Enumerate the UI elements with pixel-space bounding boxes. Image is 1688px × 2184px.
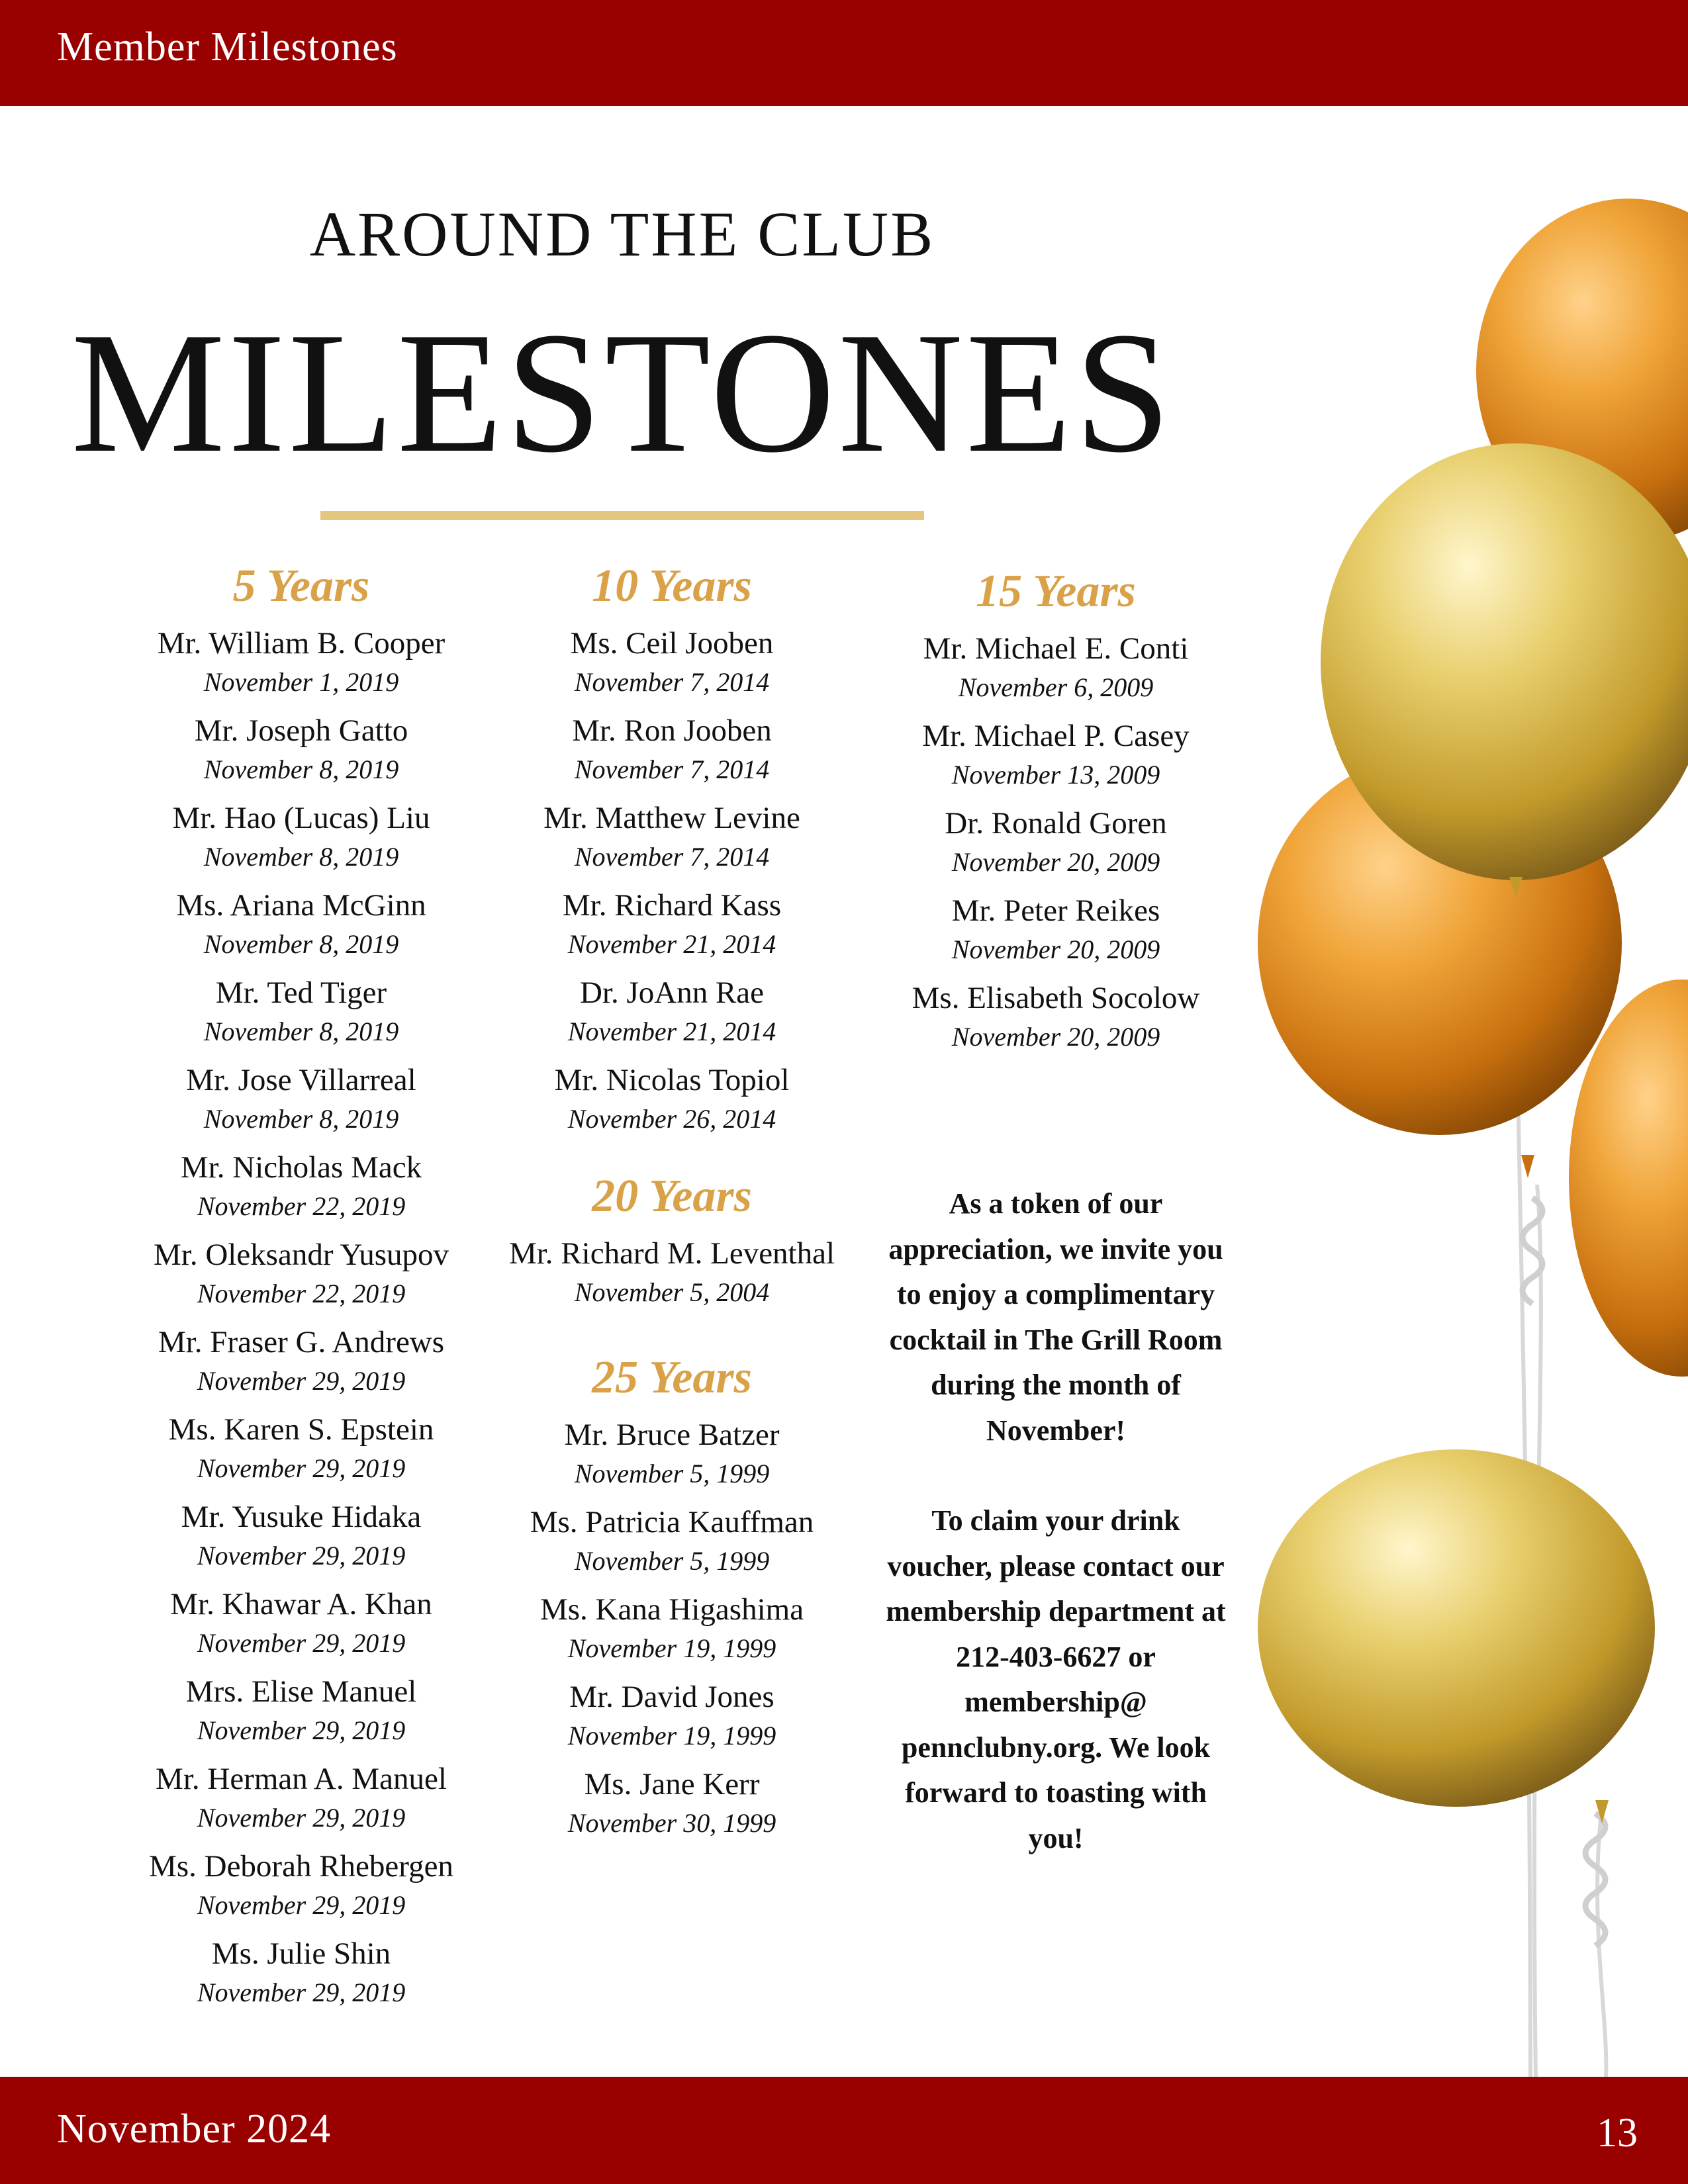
member-anniversary-date: November 20, 2009 — [951, 934, 1160, 964]
member-anniversary-date: November 29, 2019 — [197, 1541, 406, 1570]
member-name: Mr. Herman A. Manuel — [156, 1762, 447, 1796]
member-entry — [126, 1670, 477, 1749]
member-entry — [487, 1232, 857, 1310]
member-entry — [126, 1146, 477, 1224]
member-list-15-years — [880, 627, 1231, 1055]
member-entry — [487, 1059, 857, 1137]
group-spacer — [487, 1320, 857, 1347]
member-name: Ms. Ceil Jooben — [570, 626, 774, 660]
member-entry — [126, 1408, 477, 1486]
member-name: Ms. Ariana McGinn — [176, 888, 426, 923]
member-anniversary-date: November 6, 2009 — [958, 672, 1154, 702]
note-spacer — [880, 1453, 1231, 1498]
column-5-years — [126, 556, 477, 2020]
member-anniversary-date: November 20, 2009 — [951, 847, 1160, 877]
member-name: Mr. Hao (Lucas) Liu — [172, 801, 430, 835]
member-entry — [126, 1234, 477, 1312]
group-spacer — [487, 1146, 857, 1166]
member-anniversary-date: November 22, 2019 — [197, 1191, 406, 1221]
member-entry — [126, 1496, 477, 1574]
member-name: Mr. Ron Jooben — [572, 713, 772, 748]
member-entry — [880, 802, 1231, 880]
member-entry — [880, 715, 1231, 793]
member-name: Ms. Elisabeth Socolow — [912, 981, 1200, 1015]
member-entry — [126, 1933, 477, 2011]
member-anniversary-date: November 8, 2019 — [203, 1017, 399, 1046]
issue-date: November 2024 — [57, 2107, 332, 2152]
section-label: Member Milestones — [57, 24, 398, 69]
member-entry — [126, 1845, 477, 1923]
member-name: Dr. Ronald Goren — [945, 806, 1167, 841]
group-heading-5-years: 5 Years — [232, 561, 370, 612]
member-name: Mr. Jose Villarreal — [186, 1063, 416, 1097]
member-entry — [126, 1321, 477, 1399]
member-anniversary-date: November 13, 2009 — [951, 760, 1160, 790]
member-entry — [880, 889, 1231, 968]
member-entry — [126, 1059, 477, 1137]
member-entry — [487, 884, 857, 962]
member-name: Mr. Joseph Gatto — [194, 713, 408, 748]
group-heading-20-years: 20 Years — [592, 1171, 752, 1222]
member-entry — [126, 884, 477, 962]
member-anniversary-date: November 21, 2014 — [567, 929, 776, 959]
member-entry — [880, 977, 1231, 1055]
member-entry — [487, 972, 857, 1050]
member-entry — [126, 797, 477, 875]
member-anniversary-date: November 8, 2019 — [203, 929, 399, 959]
member-entry — [487, 1414, 857, 1492]
member-name: Mr. Yusuke Hidaka — [181, 1500, 422, 1534]
member-anniversary-date: November 20, 2009 — [951, 1022, 1160, 1052]
member-name: Ms. Karen S. Epstein — [168, 1412, 434, 1447]
appreciation-note — [880, 1181, 1231, 1861]
member-anniversary-date: November 29, 2019 — [197, 1803, 406, 1833]
member-anniversary-date: November 30, 1999 — [567, 1808, 776, 1838]
member-name: Mr. Richard Kass — [562, 888, 782, 923]
member-anniversary-date: November 8, 2019 — [203, 754, 399, 784]
member-anniversary-date: November 26, 2014 — [567, 1104, 776, 1134]
member-anniversary-date: November 29, 2019 — [197, 1628, 406, 1658]
member-anniversary-date: November 29, 2019 — [197, 1890, 406, 1920]
member-anniversary-date: November 5, 1999 — [574, 1459, 770, 1488]
member-anniversary-date: November 21, 2014 — [567, 1017, 776, 1046]
member-entry — [487, 1588, 857, 1666]
member-entry — [126, 972, 477, 1050]
member-anniversary-date: November 29, 2019 — [197, 1978, 406, 2007]
group-heading-15-years: 15 Years — [976, 566, 1136, 617]
member-anniversary-date: November 29, 2019 — [197, 1715, 406, 1745]
member-anniversary-date: November 8, 2019 — [203, 842, 399, 872]
member-name: Mr. Nicholas Mack — [180, 1150, 422, 1185]
member-entry — [487, 709, 857, 788]
member-anniversary-date: November 5, 2004 — [574, 1277, 770, 1307]
gold-balloons-icon — [1258, 199, 1688, 2078]
member-name: Ms. Julie Shin — [211, 1936, 391, 1971]
member-entry — [880, 627, 1231, 705]
group-heading-10-years: 10 Years — [592, 561, 752, 612]
member-name: Mr. Fraser G. Andrews — [158, 1325, 445, 1359]
page-number: 13 — [1597, 2111, 1638, 2156]
member-name: Mr. Matthew Levine — [543, 801, 800, 835]
member-anniversary-date: November 7, 2014 — [574, 667, 770, 697]
member-name: Mrs. Elise Manuel — [185, 1674, 417, 1709]
member-name: Mr. Michael P. Casey — [922, 719, 1190, 753]
member-entry — [126, 622, 477, 700]
header-bar — [0, 0, 1688, 106]
member-entry — [126, 1758, 477, 1836]
member-name: Ms. Deborah Rhebergen — [149, 1849, 453, 1884]
member-anniversary-date: November 19, 1999 — [567, 1633, 776, 1663]
member-name: Mr. David Jones — [569, 1680, 774, 1714]
member-anniversary-date: November 29, 2019 — [197, 1453, 406, 1483]
member-name: Mr. Peter Reikes — [951, 893, 1160, 928]
member-anniversary-date: November 7, 2014 — [574, 754, 770, 784]
member-entry — [487, 622, 857, 700]
member-anniversary-date: November 22, 2019 — [197, 1279, 406, 1308]
member-entry — [126, 1583, 477, 1661]
kicker-heading: AROUND THE CLUB — [309, 199, 935, 269]
group-heading-25-years: 25 Years — [592, 1352, 752, 1403]
member-list-5-years — [126, 622, 477, 2011]
member-list-25-years — [487, 1414, 857, 1841]
member-name: Mr. William B. Cooper — [157, 626, 445, 660]
member-name: Mr. Ted Tiger — [215, 976, 387, 1010]
member-anniversary-date: November 7, 2014 — [574, 842, 770, 872]
member-name: Mr. Nicolas Topiol — [554, 1063, 790, 1097]
member-name: Ms. Patricia Kauffman — [530, 1505, 814, 1539]
note-paragraph-invite: As a token of our appreciation, we invite you to enjoy a complimentary cocktail in The Grill Room during the month of November! — [888, 1187, 1223, 1447]
member-name: Mr. Michael E. Conti — [923, 631, 1189, 666]
member-entry — [487, 1763, 857, 1841]
member-entry — [126, 709, 477, 788]
member-list-20-years — [487, 1232, 857, 1310]
member-anniversary-date: November 8, 2019 — [203, 1104, 399, 1134]
column-15-years — [880, 561, 1231, 1064]
member-name: Mr. Bruce Batzer — [564, 1418, 780, 1452]
member-entry — [487, 797, 857, 875]
member-entry — [487, 1676, 857, 1754]
member-entry — [487, 1501, 857, 1579]
footer-bar — [0, 2077, 1688, 2184]
member-list-10-years — [487, 622, 857, 1137]
member-name: Mr. Khawar A. Khan — [170, 1587, 432, 1621]
column-10-20-25-years — [487, 556, 857, 1850]
member-name: Ms. Kana Higashima — [539, 1592, 804, 1627]
member-anniversary-date: November 29, 2019 — [197, 1366, 406, 1396]
member-name: Ms. Jane Kerr — [584, 1767, 760, 1801]
member-anniversary-date: November 19, 1999 — [567, 1721, 776, 1751]
divider-rule — [320, 511, 924, 520]
page-title: MILESTONES — [71, 296, 1174, 488]
member-name: Mr. Oleksandr Yusupov — [153, 1238, 449, 1272]
note-paragraph-contact: To claim your drink voucher, please contact our membership department at 212-403-6627 or membership@ pennclubny.org. We look forward to toasting with you! — [886, 1504, 1226, 1854]
member-name: Mr. Richard M. Leventhal — [508, 1236, 835, 1271]
member-name: Dr. JoAnn Rae — [579, 976, 765, 1010]
member-anniversary-date: November 1, 2019 — [203, 667, 399, 697]
member-anniversary-date: November 5, 1999 — [574, 1546, 770, 1576]
